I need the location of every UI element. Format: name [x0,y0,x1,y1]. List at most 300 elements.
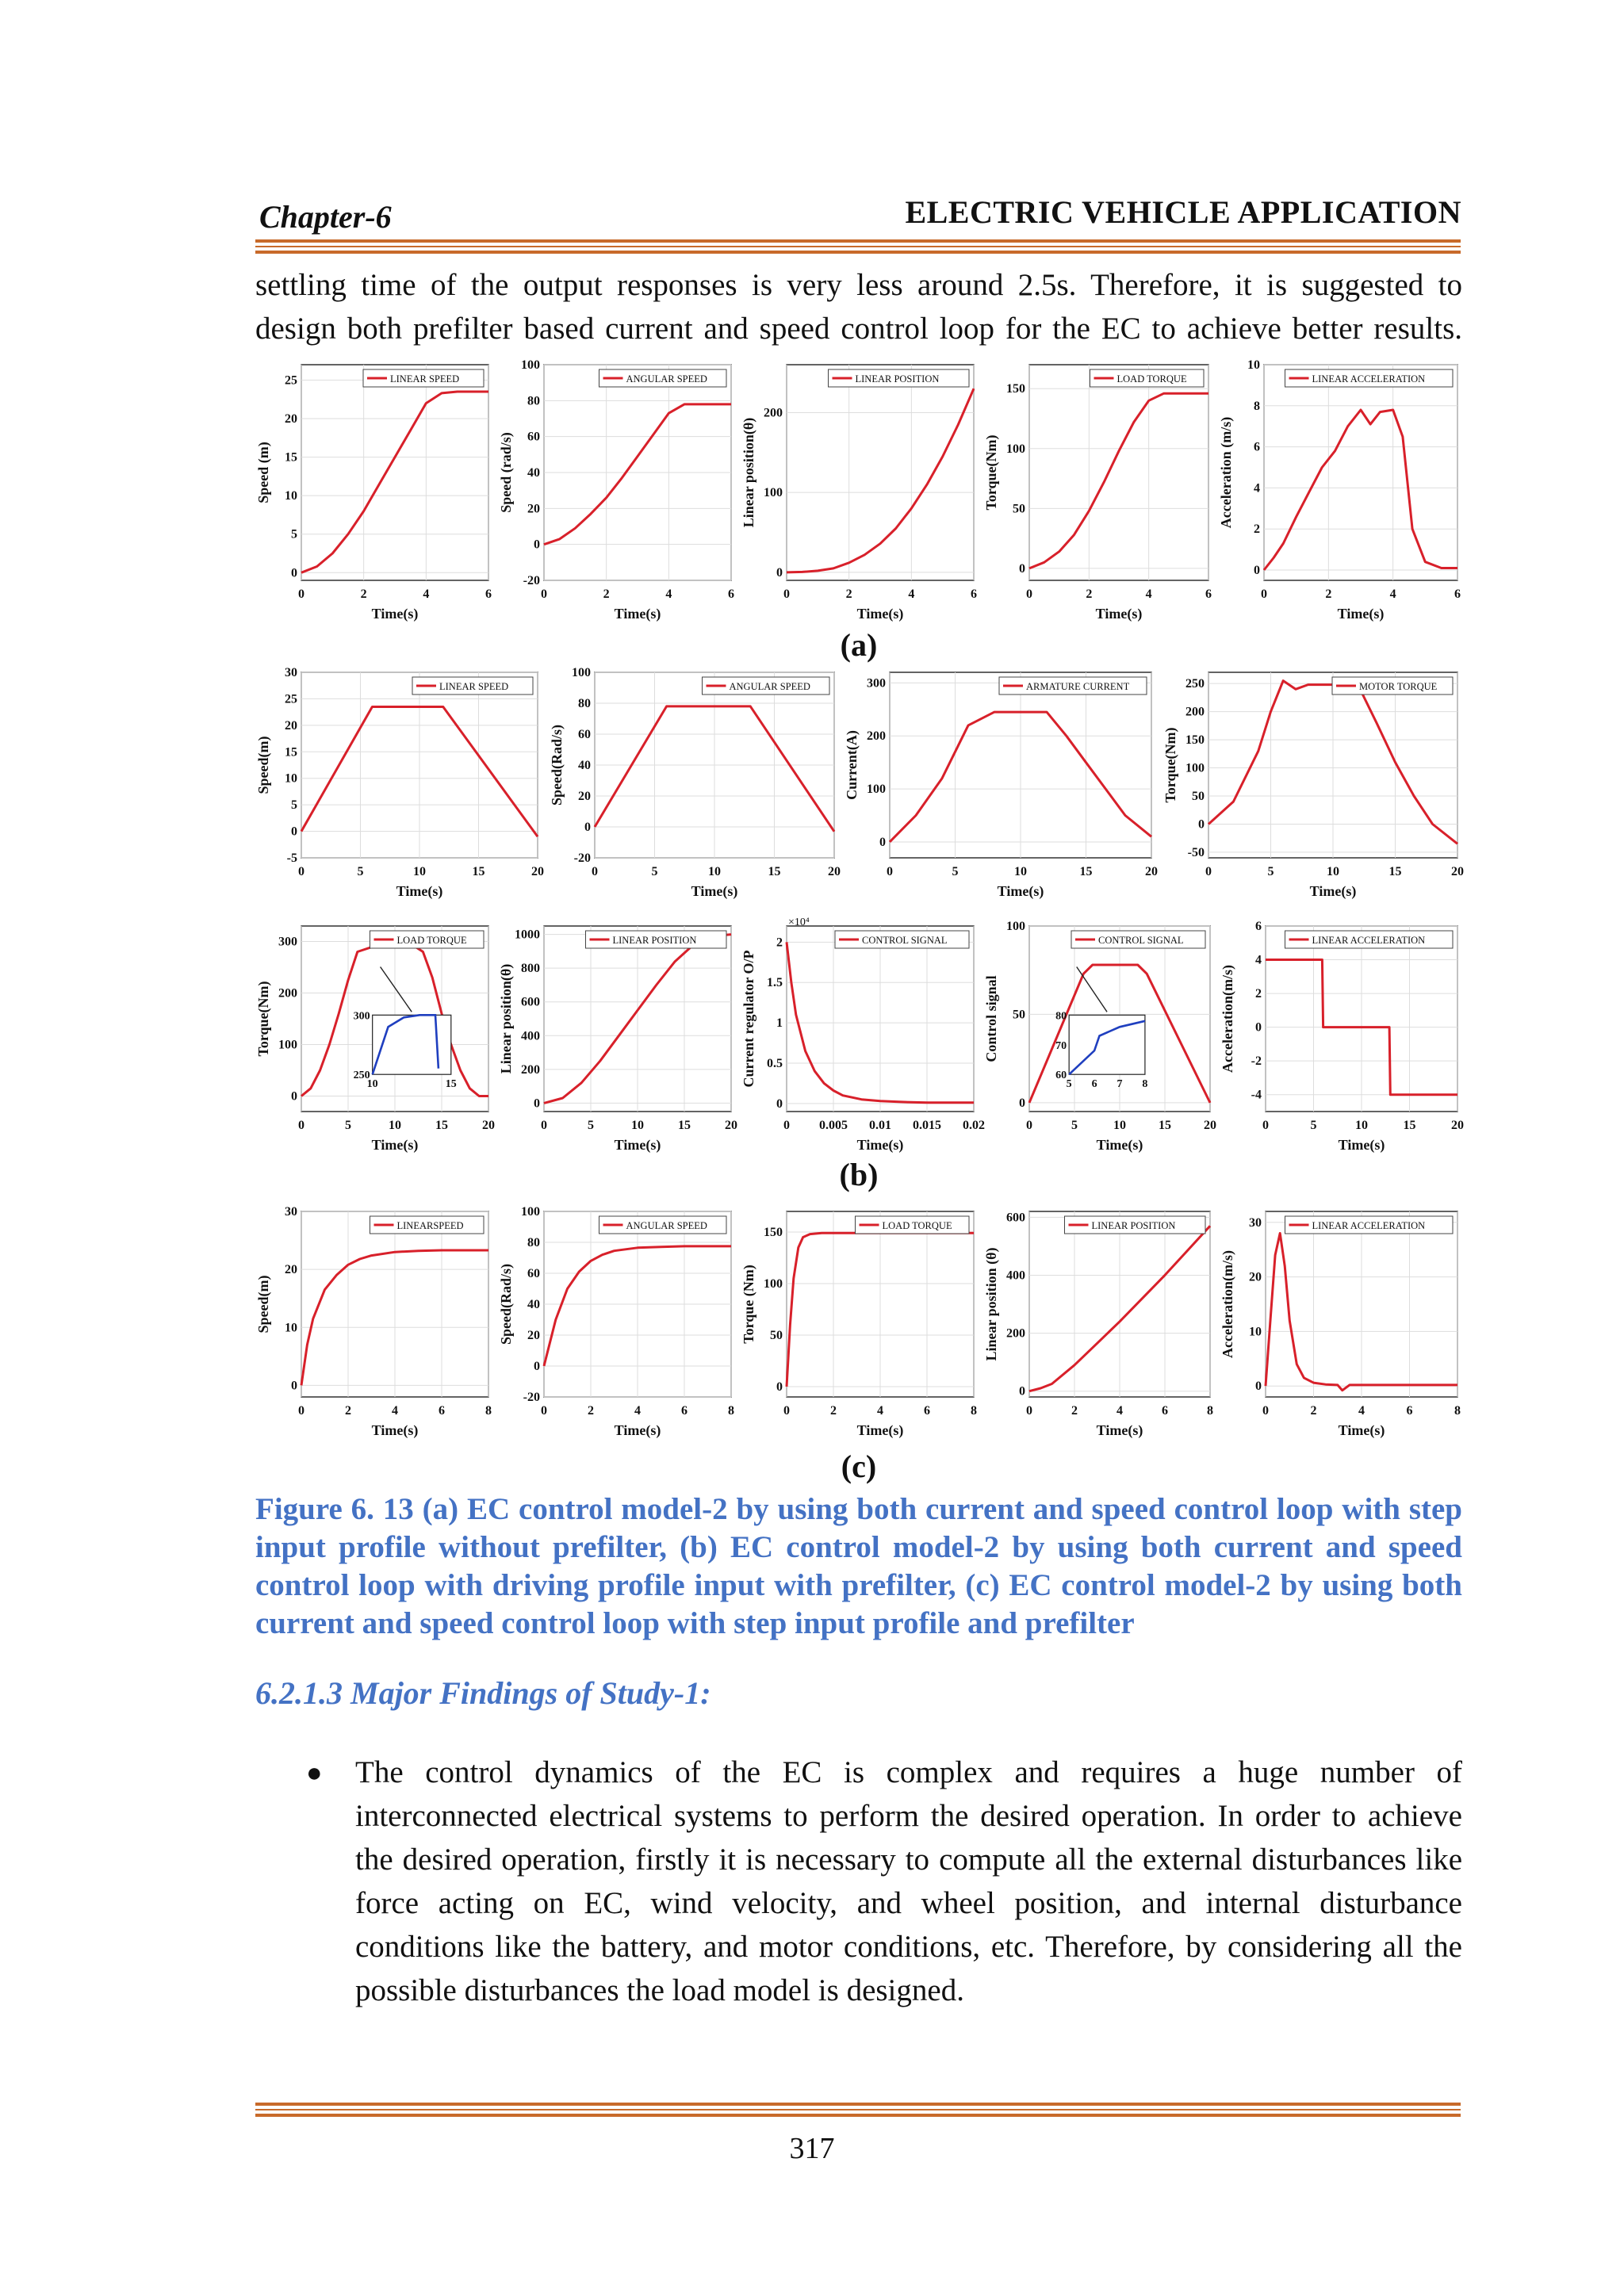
inset-x-tick-label: 6 [1091,1078,1097,1091]
x-axis-label: Time(s) [997,883,1044,899]
x-tick-label: 5 [588,1119,594,1132]
y-tick-label: -20 [523,1391,540,1404]
y-tick-label: 30 [285,1205,297,1219]
y-tick-label: -2 [1251,1054,1262,1069]
y-tick-label: 100 [572,666,591,679]
y-tick-label: 60 [527,430,540,444]
y-tick-label: 800 [521,962,540,976]
x-tick-label: 6 [439,1404,445,1418]
subfigure-label-c: (c) [841,1448,877,1484]
y-tick-label: 100 [764,1277,783,1291]
x-tick-label: 15 [472,865,485,878]
chart-svg [844,666,1156,904]
y-tick-label: 2 [1255,987,1262,1001]
x-axis-label: Time(s) [856,606,904,622]
y-tick-label: 300 [278,935,297,949]
legend-entry: LINEAR POSITION [855,373,940,385]
chart-panel [255,920,493,1158]
y-tick-label: 5 [291,527,297,541]
x-tick-label: 10 [1355,1119,1368,1132]
legend-entry: ANGULAR SPEED [626,373,707,385]
figure-caption: Figure 6. 13 (a) EC control model-2 by using both current and speed control loop with step input profile without prefilter, (b) EC control model-2 by using both current and speed control loop with driving profile input with prefilter, (c) EC control model-2 by using both current and speed control loop with step input profile and prefilter [255,1492,1462,1640]
x-tick-label: 0.005 [819,1119,848,1132]
x-axis-label: Time(s) [691,883,738,899]
y-axis-label: Speed(Rad/s) [549,724,565,806]
y-tick-label: 100 [278,1038,297,1052]
x-tick-label: 0 [887,865,893,878]
x-tick-label: 8 [728,1404,734,1418]
plot-frame [1264,365,1457,580]
x-axis-label: Time(s) [614,1137,661,1153]
y-tick-label: 8 [1254,399,1260,413]
y-tick-label: 50 [1013,1008,1025,1022]
x-tick-label: 4 [634,1404,641,1418]
y-axis-label: Linear position(θ) [741,417,756,528]
x-axis-label: Time(s) [1096,1137,1143,1153]
y-tick-label: 4 [1254,481,1260,496]
y-tick-label: 100 [867,783,886,797]
x-axis-label: Time(s) [614,1422,661,1438]
y-tick-label: 40 [578,759,591,772]
y-tick-label: 600 [521,995,540,1009]
y-tick-label: 200 [1185,705,1205,719]
x-tick-label: 4 [1358,1404,1365,1418]
y-axis-label: Speed (rad/s) [498,432,514,513]
x-tick-label: 0 [1026,587,1032,601]
y-tick-label: 60 [527,1267,540,1280]
x-tick-label: 0 [298,1404,304,1418]
chart-svg [1220,920,1462,1158]
y-tick-label: 20 [285,718,297,733]
y-tick-label: 60 [578,728,591,741]
x-tick-label: 2 [830,1404,837,1418]
y-axis-label: Current regulator O/P [741,950,756,1088]
x-axis-label: Time(s) [1096,1422,1143,1438]
chart-panel [498,920,736,1158]
x-tick-label: 5 [1267,865,1274,878]
x-tick-label: 0 [783,1119,790,1132]
intro-paragraph [255,263,1462,350]
legend-entry: LINEAR SPEED [439,681,509,692]
y-axis-label: Linear position(θ) [498,963,514,1074]
inset-y-tick-label: 80 [1055,1010,1067,1023]
bullet-text: The control dynamics of the EC is complex and requires a huge number of interconnected electrical systems to perform the desired operation. In order to achieve the desired operation, firstly it is necessary to compute all the external disturbances like force acting on EC, wind velocity, and wheel position, and internal disturbance conditions like the battery, and motor conditions, etc. Therefore, by considering all the possible disturbances the load model is designed. [355,1755,1462,2007]
y-tick-label: 100 [1006,920,1025,933]
chart-panel [983,920,1215,1158]
x-axis-label: Time(s) [1095,606,1143,622]
chart-svg [255,920,493,1158]
x-axis-label: Time(s) [371,1422,419,1438]
x-tick-label: 0 [541,1404,547,1418]
y-tick-label: 300 [867,676,886,691]
x-tick-label: 0 [541,1119,547,1132]
figure-row-b1 [255,666,1462,904]
x-tick-label: 6 [1406,1404,1413,1418]
x-tick-label: 0 [298,587,304,601]
y-tick-label: 0 [534,1096,540,1111]
y-tick-label: 0 [776,1380,783,1394]
y-axis-label: Current(A) [844,730,860,800]
y-tick-label: 100 [521,358,540,372]
x-tick-label: 5 [1310,1119,1317,1132]
y-tick-label: 10 [285,1321,297,1335]
x-tick-label: 0 [298,865,304,878]
y-tick-label: 0 [1019,1096,1025,1110]
y-tick-label: 20 [285,412,297,426]
header-rule [255,239,1461,257]
x-tick-label: 0.01 [869,1119,891,1132]
x-axis-label: Time(s) [396,883,443,899]
legend-entry: LINEAR ACCELERATION [1312,935,1426,946]
y-tick-label: 30 [285,666,297,679]
chart-panel [255,666,542,904]
x-tick-label: 0 [298,1119,304,1132]
x-tick-label: 0 [1026,1404,1032,1418]
page-number: 317 [789,2132,835,2165]
x-tick-label: 4 [877,1404,883,1418]
y-tick-label: 25 [285,692,297,706]
x-tick-label: 4 [665,587,672,601]
figure-row-c [255,1205,1462,1443]
y-tick-label: 0 [291,825,297,839]
y-axis-label: Acceleration(m/s) [1220,1250,1235,1358]
y-tick-label: 0 [534,1360,540,1373]
chart-svg [741,916,985,1158]
plot-frame [787,365,974,580]
y-tick-label: 600 [1006,1211,1025,1225]
chart-svg [255,666,542,904]
y-tick-label: 80 [578,697,591,710]
x-tick-label: 15 [1403,1119,1416,1132]
legend-entry: CONTROL SIGNAL [862,935,948,946]
section-heading: 6.2.1.3 Major Findings of Study-1: [255,1675,711,1711]
y-axis-label: Control signal [983,975,999,1062]
y-tick-label: 250 [1185,677,1205,691]
inset-x-tick-label: 10 [366,1078,378,1091]
y-tick-label: 1 [776,1016,783,1031]
x-tick-label: 10 [1113,1119,1126,1132]
y-tick-label: 10 [285,771,297,786]
y-tick-label: 400 [521,1029,540,1043]
chart-panel [741,1205,979,1443]
y-axis-label: Speed(Rad/s) [498,1263,514,1345]
subfigure-label-a: (a) [840,627,878,663]
x-axis-label: Time(s) [1338,1137,1385,1153]
inset-y-tick-label: 250 [353,1070,370,1082]
legend-entry: CONTROL SIGNAL [1098,935,1184,946]
plot-frame [1029,365,1208,580]
x-tick-label: 15 [1079,865,1093,878]
x-tick-label: 6 [1454,587,1461,601]
x-tick-label: 4 [1145,587,1152,601]
x-tick-label: 0 [1262,1119,1269,1132]
y-tick-label: 10 [1249,1325,1262,1339]
chart-panel [741,358,979,626]
axis-multiplier: ×10⁴ [788,916,810,928]
y-tick-label: 40 [527,466,540,480]
x-tick-label: 15 [678,1119,691,1132]
x-tick-label: 2 [603,587,610,601]
x-tick-label: 6 [1205,587,1212,601]
x-tick-label: 2 [360,587,367,601]
x-axis-label: Time(s) [371,1137,419,1153]
y-tick-label: -20 [523,574,540,587]
y-tick-label: 0 [534,538,540,552]
y-tick-label: 0 [1019,1384,1025,1399]
x-axis-label: Time(s) [1338,1422,1385,1438]
inset-y-tick-label: 60 [1055,1070,1067,1082]
chart-svg [255,1205,493,1443]
y-tick-label: 50 [770,1329,783,1342]
y-axis-label: Speed (m) [255,442,271,503]
y-tick-label: 0 [776,565,783,580]
legend-entry: LINEAR POSITION [612,935,697,946]
bullet-marker: ● [306,1758,323,1788]
y-tick-label: 20 [527,502,540,516]
legend-entry: LOAD TORQUE [882,1220,952,1231]
chart-svg [741,1205,979,1443]
y-tick-label: 50 [1192,790,1205,803]
chart-panel [1220,1205,1462,1443]
x-tick-label: 0.02 [963,1119,985,1132]
x-tick-label: 4 [1116,1404,1123,1418]
legend-entry: LINEARSPEED [396,1220,464,1231]
x-tick-label: 20 [1145,865,1158,878]
y-tick-label: 30 [1249,1215,1262,1230]
legend-entry: LINEAR POSITION [1091,1220,1176,1231]
x-tick-label: 5 [651,865,658,878]
x-tick-label: 6 [681,1404,688,1418]
chart-svg [983,1205,1215,1443]
y-tick-label: 2 [776,936,783,950]
y-tick-label: 2 [1254,522,1260,537]
chart-svg [741,358,979,626]
x-tick-label: 8 [485,1404,492,1418]
footer-rule [255,2103,1461,2120]
chart-panel [844,666,1156,904]
x-tick-label: 4 [1389,587,1396,601]
legend-entry: ANGULAR SPEED [626,1220,707,1231]
chart-svg [498,920,736,1158]
x-tick-label: 8 [971,1404,977,1418]
legend-entry: ARMATURE CURRENT [1026,681,1130,692]
x-tick-label: 20 [1451,865,1464,878]
x-axis-label: Time(s) [1337,606,1385,622]
chart-panel [255,358,493,626]
y-tick-label: 50 [1013,502,1025,516]
y-tick-label: 400 [1006,1269,1025,1283]
y-tick-label: 5 [291,798,297,813]
y-tick-label: 200 [521,1062,540,1077]
y-tick-label: 10 [1247,358,1260,372]
x-tick-label: 10 [1014,865,1027,878]
x-tick-label: 15 [1159,1119,1171,1132]
y-tick-label: 20 [285,1263,297,1277]
x-tick-label: 15 [435,1119,448,1132]
running-header-title: ELECTRIC VEHICLE APPLICATION [905,194,1461,230]
x-tick-label: 6 [1162,1404,1168,1418]
x-tick-label: 15 [1388,865,1402,878]
y-tick-label: 6 [1254,440,1260,454]
x-tick-label: 10 [708,865,721,878]
x-tick-label: 6 [728,587,734,601]
x-tick-label: 20 [725,1119,737,1132]
y-tick-label: 15 [285,745,297,760]
y-tick-label: -5 [286,851,297,865]
chart-svg [1162,666,1462,904]
y-tick-label: 0 [879,835,886,849]
y-tick-label: 80 [527,1236,540,1249]
x-tick-label: 2 [845,587,852,601]
x-tick-label: 0 [783,587,790,601]
y-tick-label: 0 [291,566,297,580]
y-tick-label: -50 [1187,845,1205,859]
figure-row-b2 [255,916,1464,1158]
y-tick-label: 100 [521,1205,540,1219]
running-header-chapter: Chapter-6 [259,199,392,235]
legend-entry: LINEAR SPEED [390,373,460,385]
subfigure-label-b: (b) [839,1157,879,1192]
y-tick-label: 0 [291,1089,297,1104]
x-tick-label: 0 [592,865,598,878]
chart-panel [1220,920,1462,1158]
x-tick-label: 4 [392,1404,398,1418]
x-tick-label: 0 [1205,865,1212,878]
y-tick-label: 0 [1255,1020,1262,1035]
y-axis-label: Torque (Nm) [741,1265,756,1344]
chart-panel [498,1205,736,1443]
x-tick-label: 20 [482,1119,495,1132]
x-tick-label: 10 [413,865,426,878]
chart-panel [1218,358,1462,626]
chart-panel [983,1205,1215,1443]
intro-line-2: design both prefilter based current and speed control loop for the EC to achieve better results. [255,312,1462,346]
x-tick-label: 5 [345,1119,351,1132]
inset-x-tick-label: 5 [1066,1078,1072,1091]
y-tick-label: 100 [1185,761,1205,775]
y-tick-label: 40 [527,1298,540,1311]
y-tick-label: 20 [578,790,591,803]
chart-panel [255,1205,493,1443]
y-tick-label: -20 [573,851,591,865]
y-tick-label: 150 [1006,382,1025,396]
y-tick-label: 1000 [515,928,540,942]
y-tick-label: 1.5 [767,976,783,990]
chart-svg [1218,358,1462,626]
y-tick-label: 80 [527,394,540,408]
legend-entry: MOTOR TORQUE [1359,681,1438,692]
x-tick-label: 2 [1086,587,1093,601]
x-tick-label: 0 [1262,1404,1269,1418]
y-axis-label: Torque(Nm) [255,981,271,1057]
y-tick-label: 200 [278,986,297,1001]
x-tick-label: 20 [531,865,544,878]
x-axis-label: Time(s) [856,1137,904,1153]
inset-y-tick-label: 300 [353,1010,370,1023]
chart-panel [983,358,1213,626]
plot-frame [301,365,488,580]
legend-entry: LOAD TORQUE [1116,373,1187,385]
y-tick-label: 150 [764,1226,783,1239]
figure-row-a [255,358,1462,626]
chart-panel [1162,666,1462,904]
y-tick-label: 100 [1006,442,1025,456]
x-tick-label: 8 [1207,1404,1213,1418]
legend-entry: ANGULAR SPEED [729,681,810,692]
x-axis-label: Time(s) [371,606,419,622]
x-tick-label: 0 [541,587,547,601]
y-tick-label: 20 [1249,1270,1262,1284]
y-axis-label: Acceleration(m/s) [1220,965,1235,1073]
y-axis-label: Linear position (θ) [983,1247,999,1361]
legend-entry: LINEAR ACCELERATION [1312,1220,1426,1231]
chart-panel [498,358,736,626]
chart-svg [549,666,839,904]
y-axis-label: Speed(m) [255,1275,271,1334]
inset-x-tick-label: 15 [445,1078,457,1091]
y-tick-label: 0 [1019,561,1025,576]
x-tick-label: 4 [908,587,915,601]
x-tick-label: 8 [1454,1404,1461,1418]
inset-y-tick-label: 70 [1055,1039,1067,1052]
x-tick-label: 15 [768,865,781,878]
x-tick-label: 6 [971,587,977,601]
y-axis-label: Acceleration (m/s) [1218,416,1234,529]
x-tick-label: 5 [1071,1119,1078,1132]
y-tick-label: 0 [776,1096,783,1111]
y-tick-label: 15 [285,450,297,465]
chart-panel [741,916,985,1158]
x-tick-label: 2 [1310,1404,1317,1418]
chart-svg [255,358,493,626]
x-tick-label: 2 [588,1404,594,1418]
y-tick-label: 0 [1254,564,1260,578]
x-tick-label: 4 [423,587,430,601]
legend-entry: LINEAR ACCELERATION [1312,373,1426,385]
y-tick-label: 20 [527,1329,540,1342]
y-tick-label: 4 [1255,953,1262,967]
y-tick-label: 0 [584,821,591,834]
y-tick-label: 6 [1255,920,1262,933]
x-tick-label: 6 [924,1404,930,1418]
x-tick-label: 0.015 [913,1119,941,1132]
chart-svg [498,1205,736,1443]
y-axis-label: Torque(Nm) [1162,727,1178,803]
y-tick-label: 0 [291,1379,297,1393]
y-tick-label: 25 [285,373,297,388]
x-tick-label: 0 [783,1404,790,1418]
x-tick-label: 10 [631,1119,644,1132]
y-tick-label: 200 [764,406,783,420]
x-axis-label: Time(s) [1309,883,1357,899]
y-axis-label: Torque(Nm) [983,434,999,511]
x-tick-label: 6 [485,587,492,601]
x-tick-label: 20 [1204,1119,1216,1132]
x-tick-label: 2 [1071,1404,1078,1418]
inset-x-tick-label: 7 [1116,1078,1123,1091]
inset-x-tick-label: 8 [1142,1078,1148,1091]
y-tick-label: 10 [285,489,297,503]
legend-entry: LOAD TORQUE [396,935,467,946]
x-axis-label: Time(s) [856,1422,904,1438]
x-tick-label: 2 [1325,587,1332,601]
x-tick-label: 5 [357,865,364,878]
y-tick-label: 200 [867,729,886,744]
y-tick-label: 100 [764,486,783,500]
x-tick-label: 20 [828,865,841,878]
y-tick-label: 0.5 [767,1056,783,1070]
x-tick-label: 10 [389,1119,401,1132]
